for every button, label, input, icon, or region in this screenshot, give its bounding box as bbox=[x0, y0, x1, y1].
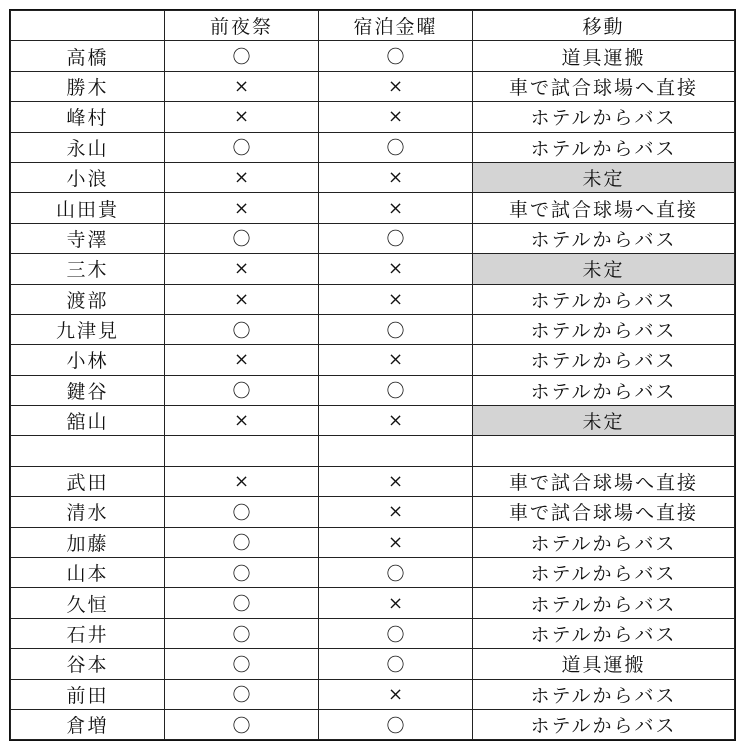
cell-move: ホテルからバス bbox=[473, 375, 735, 405]
cell-stay: × bbox=[319, 527, 473, 557]
cell-zenya: × bbox=[165, 284, 319, 314]
cell-move: 車で試合球場へ直接 bbox=[473, 71, 735, 101]
cell-stay: × bbox=[319, 466, 473, 496]
cell-name: 武田 bbox=[11, 466, 165, 496]
cell-move: 未定 bbox=[473, 254, 735, 284]
table-row bbox=[11, 375, 735, 405]
cell-move: ホテルからバス bbox=[473, 679, 735, 709]
cell-move: ホテルからバス bbox=[473, 527, 735, 557]
cell-name: 谷本 bbox=[11, 649, 165, 679]
cell-name: 山田貴 bbox=[11, 193, 165, 223]
table-row bbox=[11, 679, 735, 709]
table-row bbox=[11, 314, 735, 344]
table-row bbox=[11, 406, 735, 436]
header-row bbox=[11, 11, 735, 41]
header-name bbox=[11, 11, 165, 41]
cell-name: 倉増 bbox=[11, 709, 165, 739]
header-move: 移動 bbox=[473, 11, 735, 41]
table-row bbox=[11, 254, 735, 284]
cell-name: 勝木 bbox=[11, 71, 165, 101]
cell-name: 高橋 bbox=[11, 41, 165, 71]
cell-zenya: × bbox=[165, 466, 319, 496]
cell-name: 鍵谷 bbox=[11, 375, 165, 405]
cell-zenya: 〇 bbox=[165, 679, 319, 709]
table-row bbox=[11, 618, 735, 648]
cell-zenya bbox=[165, 436, 319, 466]
roster-table bbox=[10, 10, 735, 740]
cell-zenya: 〇 bbox=[165, 41, 319, 71]
table-row bbox=[11, 71, 735, 101]
cell-stay: × bbox=[319, 162, 473, 192]
cell-zenya: × bbox=[165, 254, 319, 284]
cell-zenya: 〇 bbox=[165, 223, 319, 253]
cell-zenya: × bbox=[165, 406, 319, 436]
header-zenya: 前夜祭 bbox=[165, 11, 319, 41]
cell-zenya: 〇 bbox=[165, 558, 319, 588]
cell-name: 舘山 bbox=[11, 406, 165, 436]
cell-zenya: 〇 bbox=[165, 497, 319, 527]
cell-stay: × bbox=[319, 345, 473, 375]
cell-move: ホテルからバス bbox=[473, 345, 735, 375]
cell-stay: × bbox=[319, 406, 473, 436]
cell-name: 九津見 bbox=[11, 314, 165, 344]
cell-move: 道具運搬 bbox=[473, 649, 735, 679]
cell-move: ホテルからバス bbox=[473, 618, 735, 648]
cell-move: ホテルからバス bbox=[473, 102, 735, 132]
cell-move: ホテルからバス bbox=[473, 558, 735, 588]
cell-zenya: 〇 bbox=[165, 649, 319, 679]
cell-zenya: × bbox=[165, 193, 319, 223]
cell-zenya: × bbox=[165, 162, 319, 192]
cell-name: 前田 bbox=[11, 679, 165, 709]
cell-name: 小浪 bbox=[11, 162, 165, 192]
cell-move: 未定 bbox=[473, 406, 735, 436]
cell-stay: 〇 bbox=[319, 558, 473, 588]
table-row bbox=[11, 345, 735, 375]
table-row bbox=[11, 223, 735, 253]
cell-move: 車で試合球場へ直接 bbox=[473, 193, 735, 223]
table-row bbox=[11, 41, 735, 71]
cell-name: 久恒 bbox=[11, 588, 165, 618]
cell-name: 清水 bbox=[11, 497, 165, 527]
cell-move: ホテルからバス bbox=[473, 588, 735, 618]
roster-body bbox=[11, 41, 735, 740]
cell-stay: × bbox=[319, 71, 473, 101]
cell-zenya: 〇 bbox=[165, 618, 319, 648]
table-row bbox=[11, 466, 735, 496]
cell-name: 山本 bbox=[11, 558, 165, 588]
table-row bbox=[11, 193, 735, 223]
cell-move: 道具運搬 bbox=[473, 41, 735, 71]
blank-row bbox=[11, 436, 735, 466]
cell-move: 車で試合球場へ直接 bbox=[473, 497, 735, 527]
cell-stay: 〇 bbox=[319, 709, 473, 739]
cell-zenya: 〇 bbox=[165, 375, 319, 405]
cell-stay: × bbox=[319, 588, 473, 618]
cell-stay: × bbox=[319, 497, 473, 527]
cell-move: ホテルからバス bbox=[473, 223, 735, 253]
table-row bbox=[11, 102, 735, 132]
cell-stay: 〇 bbox=[319, 41, 473, 71]
cell-zenya: 〇 bbox=[165, 132, 319, 162]
table-row bbox=[11, 162, 735, 192]
cell-name bbox=[11, 436, 165, 466]
cell-name: 永山 bbox=[11, 132, 165, 162]
cell-move: 未定 bbox=[473, 162, 735, 192]
cell-stay: 〇 bbox=[319, 375, 473, 405]
cell-name: 渡部 bbox=[11, 284, 165, 314]
cell-stay: × bbox=[319, 679, 473, 709]
cell-stay: × bbox=[319, 284, 473, 314]
table-row bbox=[11, 649, 735, 679]
header-stay: 宿泊金曜 bbox=[319, 11, 473, 41]
cell-zenya: × bbox=[165, 345, 319, 375]
cell-stay: 〇 bbox=[319, 314, 473, 344]
cell-zenya: 〇 bbox=[165, 709, 319, 739]
cell-move: ホテルからバス bbox=[473, 709, 735, 739]
cell-stay: 〇 bbox=[319, 618, 473, 648]
cell-stay: 〇 bbox=[319, 223, 473, 253]
cell-stay: 〇 bbox=[319, 649, 473, 679]
cell-move bbox=[473, 436, 735, 466]
cell-zenya: 〇 bbox=[165, 314, 319, 344]
cell-zenya: 〇 bbox=[165, 527, 319, 557]
cell-name: 峰村 bbox=[11, 102, 165, 132]
cell-stay: 〇 bbox=[319, 132, 473, 162]
cell-move: ホテルからバス bbox=[473, 132, 735, 162]
cell-stay: × bbox=[319, 193, 473, 223]
cell-zenya: 〇 bbox=[165, 588, 319, 618]
cell-name: 加藤 bbox=[11, 527, 165, 557]
cell-name: 小林 bbox=[11, 345, 165, 375]
cell-move: ホテルからバス bbox=[473, 314, 735, 344]
cell-stay: × bbox=[319, 102, 473, 132]
table-row bbox=[11, 497, 735, 527]
table-row bbox=[11, 132, 735, 162]
cell-name: 三木 bbox=[11, 254, 165, 284]
cell-stay bbox=[319, 436, 473, 466]
table-row bbox=[11, 709, 735, 739]
table-row bbox=[11, 284, 735, 314]
cell-stay: × bbox=[319, 254, 473, 284]
cell-move: 車で試合球場へ直接 bbox=[473, 466, 735, 496]
cell-name: 寺澤 bbox=[11, 223, 165, 253]
table-row bbox=[11, 588, 735, 618]
table-row bbox=[11, 527, 735, 557]
cell-zenya: × bbox=[165, 102, 319, 132]
cell-zenya: × bbox=[165, 71, 319, 101]
cell-name: 石井 bbox=[11, 618, 165, 648]
cell-move: ホテルからバス bbox=[473, 284, 735, 314]
table-row bbox=[11, 558, 735, 588]
